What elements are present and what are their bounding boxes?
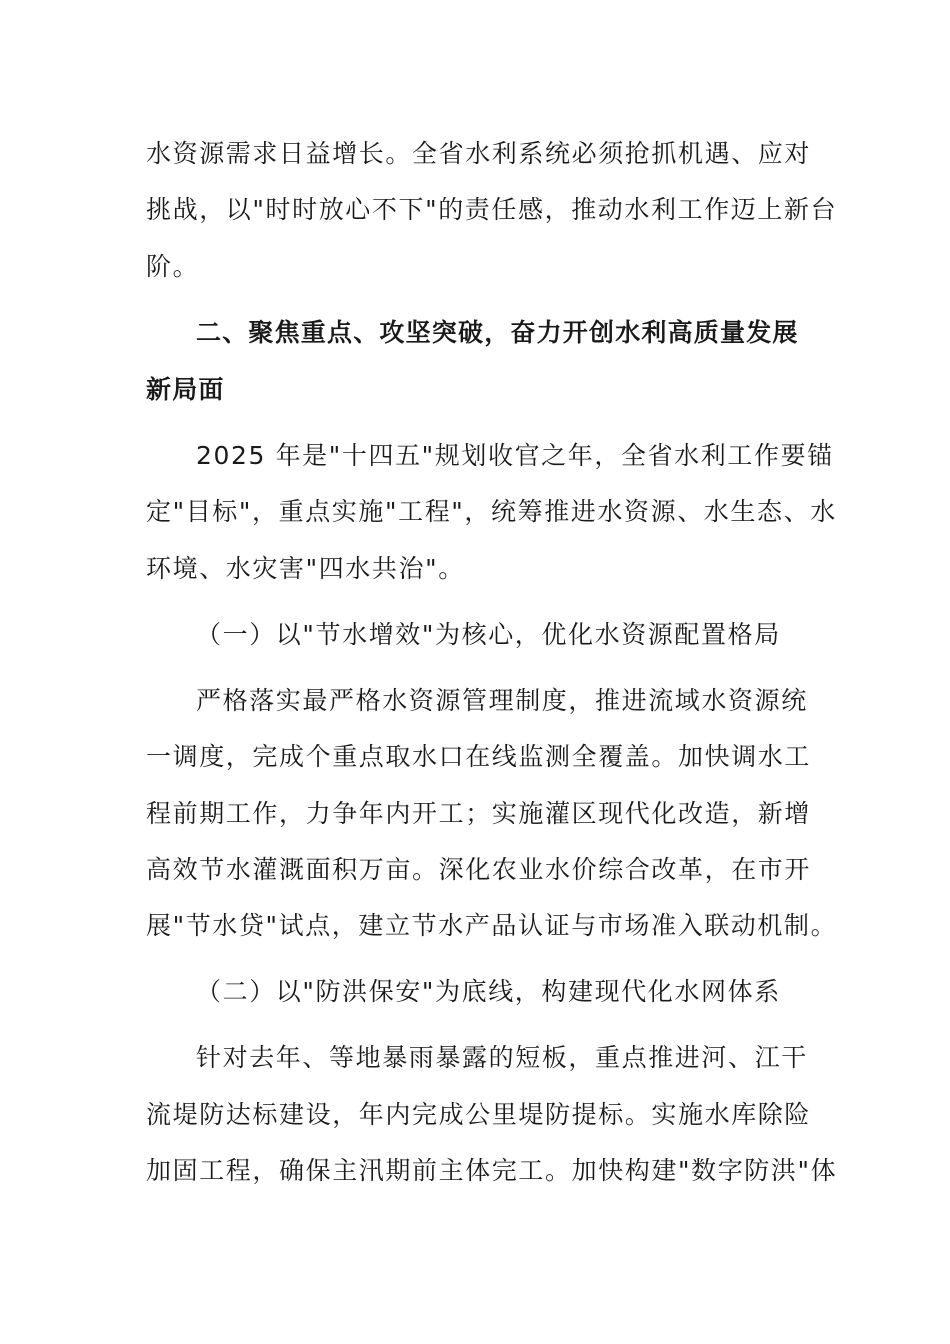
body-line: 高效节水灌溉面积万亩。深化农业水价综合改革，在市开	[146, 855, 812, 884]
subsection-heading: （二）以"防洪保安"为底线，构建现代化水网体系	[196, 977, 781, 1006]
body-line: 挑战，以"时时放心不下"的责任感，推动水利工作迈上新台	[146, 195, 838, 224]
paragraph-first-line: 针对去年、等地暴雨暴露的短板，重点推进河、江干	[196, 1043, 808, 1072]
body-line: 定"目标"，重点实施"工程"，统筹推进水资源、水生态、水	[146, 497, 837, 526]
subsection-heading: （一）以"节水增效"为核心，优化水资源配置格局	[196, 620, 781, 649]
paragraph-first-line: 2025 年是"十四五"规划收官之年，全省水利工作要锚	[196, 441, 834, 470]
paragraph-first-line: 严格落实最严格水资源管理制度，推进流域水资源统	[196, 686, 808, 715]
body-line: 流堤防达标建设，年内完成公里堤防提标。实施水库除险	[146, 1100, 812, 1129]
section-heading-continued: 新局面	[146, 375, 225, 404]
body-line: 展"节水贷"试点，建立节水产品认证与市场准入联动机制。	[146, 911, 838, 940]
body-line: 阶。	[146, 252, 200, 281]
body-line: 加固工程，确保主汛期前主体完工。加快构建"数字防洪"体	[146, 1156, 838, 1185]
body-line: 一调度，完成个重点取水口在线监测全覆盖。加快调水工	[146, 742, 812, 771]
body-line: 程前期工作，力争年内开工；实施灌区现代化改造，新增	[146, 799, 812, 828]
body-line: 水资源需求日益增长。全省水利系统必须抢抓机遇、应对	[146, 139, 812, 168]
body-line: 环境、水灾害"四水共治"。	[146, 554, 465, 583]
section-heading: 二、聚焦重点、攻坚突破，奋力开创水利高质量发展	[196, 318, 799, 347]
